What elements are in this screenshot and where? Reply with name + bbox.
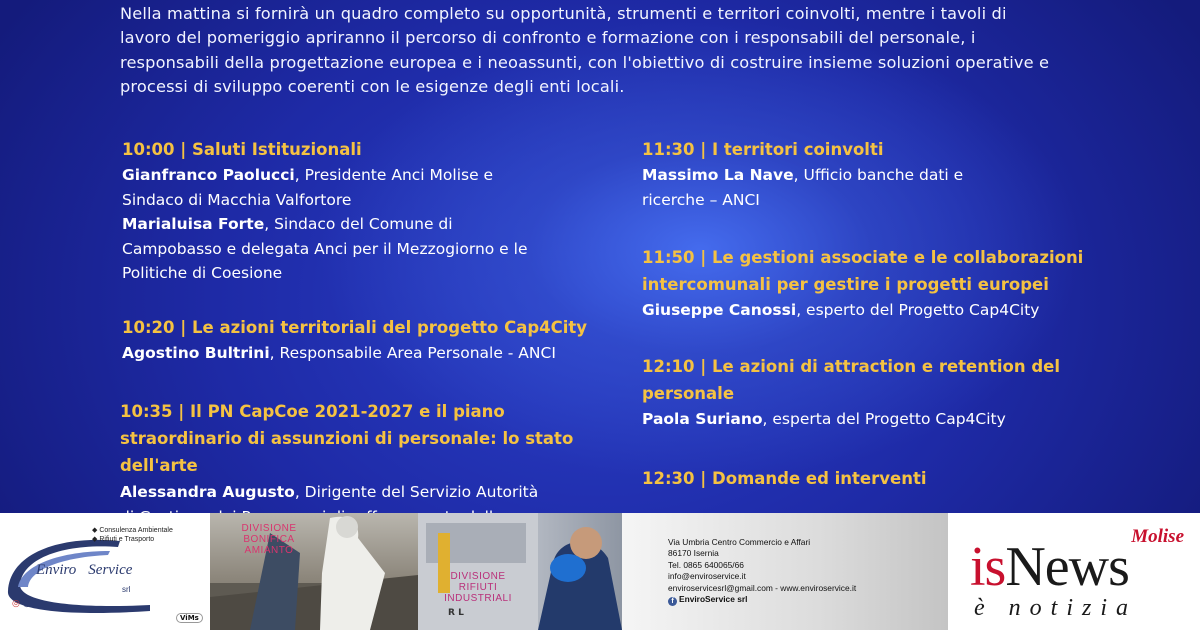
agenda-slot: [122, 136, 592, 286]
contacts-panel[interactable]: [622, 513, 948, 630]
slot-title: 12:10 | Le azioni di attraction e retention del: [642, 357, 1061, 376]
slot-speakers: [122, 163, 592, 286]
services-list: [92, 526, 173, 544]
speaker-role: , esperta del Progetto Cap4City: [762, 410, 1006, 428]
phone-number: Tel. 0865 640065/66: [668, 559, 744, 570]
brand-news: News: [1005, 536, 1129, 598]
speaker-name: Agostino Bultrini: [122, 344, 270, 362]
email-website-link[interactable]: enviroservicesrl@gmail.com - www.enviroservice.it: [668, 582, 857, 593]
slot-speakers: [642, 407, 1112, 432]
division-label: [438, 571, 518, 604]
wordmark-part: Service: [88, 562, 133, 578]
certification-badges: R L: [448, 608, 464, 618]
division-label-line: RIFIUTI: [458, 582, 498, 593]
facebook-label: EnviroService srl: [679, 594, 748, 605]
agenda-slot: [642, 353, 1112, 432]
slot-title: 10:00 | Saluti Istituzionali: [122, 140, 362, 159]
slot-title: 12:30 | Domande ed interventi: [642, 469, 927, 488]
division-label-line: INDUSTRIALI: [444, 593, 512, 604]
rifiuti-division-panel[interactable]: [418, 513, 622, 630]
agenda-slot: [642, 136, 1112, 212]
speaker-name: Gianfranco Paolucci: [122, 166, 295, 184]
division-label-line: DIVISIONE: [241, 523, 297, 534]
slot-speakers: [642, 298, 1112, 323]
intro-paragraph: [120, 2, 1080, 100]
speaker-role: ricerche – ANCI: [642, 190, 760, 209]
speaker-role: , Responsabile Area Personale - ANCI: [269, 344, 556, 362]
isnews-logo[interactable]: [948, 513, 1200, 630]
tagline: è notizia: [974, 595, 1137, 621]
agenda-slot: [122, 314, 592, 366]
speaker-role: , esperto del Progetto Cap4City: [796, 301, 1040, 319]
speaker-role: , Sindaco del Comune di: [264, 215, 453, 233]
isnews-wordmark: [970, 536, 1129, 598]
agenda-slot: [120, 398, 590, 529]
speaker-name: Marialuisa Forte: [122, 215, 265, 233]
speaker-role: Campobasso e delegata Anci per il Mezzogiorno e le: [122, 239, 528, 258]
address-line: Via Umbria Centro Commercio e Affari: [668, 537, 811, 547]
slot-title: 10:35 | Il PN CapCoe 2021-2027 e il piano: [120, 402, 505, 421]
intro-line: Nella mattina si fornirà un quadro completo su opportunità, strumenti e territori coinvolti, mentre i tavoli di: [120, 4, 1007, 23]
slot-speakers: [642, 163, 1112, 212]
amianto-division-panel[interactable]: [210, 513, 418, 630]
address-line: 86170 Isernia: [668, 548, 719, 559]
slot-title: dell'arte: [120, 456, 198, 475]
service-item: ◆ Consulenza Ambientale: [92, 527, 173, 534]
wordmark-part: Enviro: [36, 562, 77, 578]
intro-line: responsabili della progettazione europea e i neoassunti, con l'obiettivo di costruire insieme soluzioni operative e: [120, 52, 1050, 72]
division-label-line: BONIFICA: [243, 534, 295, 545]
slot-title: personale: [642, 384, 735, 403]
speaker-name: Alessandra Augusto: [120, 483, 295, 501]
enviroservice-wordmark: [36, 561, 132, 579]
slot-title: intercomunali per gestire i progetti europei: [642, 275, 1049, 294]
email-link[interactable]: info@enviroservice.it: [668, 571, 746, 582]
speaker-name: Paola Suriano: [642, 410, 763, 428]
speaker-role: , Ufficio banche dati e: [793, 166, 964, 184]
speaker-role: Sindaco di Macchia Valfortore: [122, 190, 352, 209]
slot-title: 11:30 | I territori coinvolti: [642, 140, 884, 159]
agenda-slot: [642, 465, 1112, 492]
slot-speakers: [122, 341, 592, 366]
speaker-name: Giuseppe Canossi: [642, 301, 797, 319]
enviroservice-logo-panel[interactable]: [0, 513, 210, 630]
contact-details: [668, 537, 856, 606]
certification-icons: ◎ ◉: [12, 599, 31, 609]
brand-is: is: [970, 536, 1006, 598]
service-item: ◆ Rifiuti e Trasporto: [92, 536, 155, 543]
company-suffix: srl: [122, 585, 131, 594]
facebook-icon: f: [668, 597, 677, 606]
intro-line: processi di sviluppo coerenti con le esigenze degli enti locali.: [120, 77, 625, 97]
vims-badge: ViMs: [176, 613, 203, 623]
speaker-role: , Dirigente del Servizio Autorità: [294, 483, 539, 501]
slot-title: 10:20 | Le azioni territoriali del progetto Cap4City: [122, 318, 588, 337]
division-label-line: DIVISIONE: [450, 571, 506, 582]
slot-title: straordinario di assunzioni di personale: lo stato: [120, 429, 574, 448]
speaker-role: Politiche di Coesione: [122, 264, 283, 282]
speaker-name: Massimo La Nave: [642, 166, 794, 184]
division-label-line: AMIANTO: [244, 545, 294, 556]
facebook-link[interactable]: [668, 594, 856, 606]
agenda-slot: [642, 244, 1112, 323]
footer-ad-banner[interactable]: [0, 513, 1200, 630]
speaker-role: , Presidente Anci Molise e: [294, 166, 494, 184]
intro-line: lavoro del pomeriggio apriranno il percorso di confronto e formazione con i responsabili del personale, i: [120, 28, 976, 48]
slot-title: 11:50 | Le gestioni associate e le collaborazioni: [642, 248, 1084, 267]
region-label: Molise: [1131, 526, 1184, 547]
division-label: [234, 523, 304, 556]
